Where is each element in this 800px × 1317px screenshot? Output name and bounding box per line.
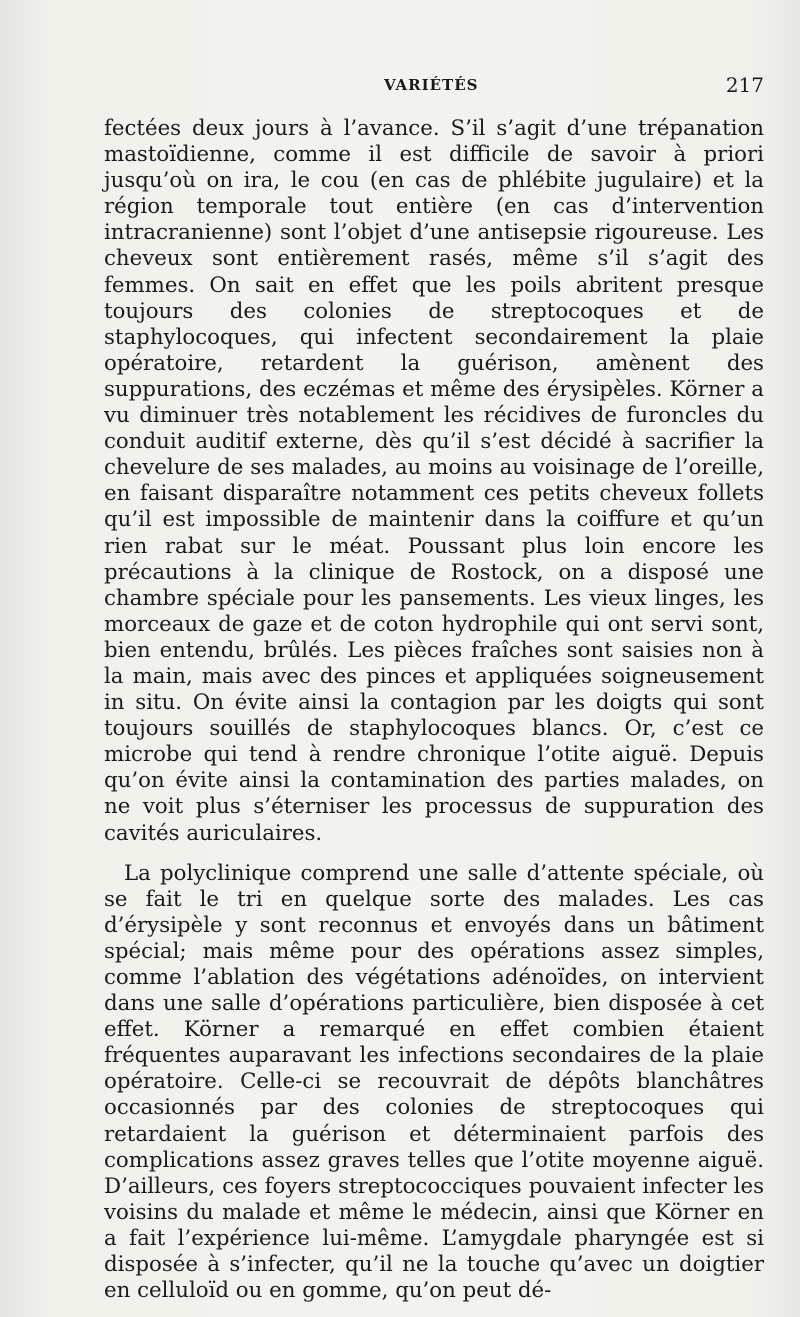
- body-text: [104, 116, 764, 1304]
- paragraph: La polyclinique comprend une salle d’attente spéciale, où se fait le tri en quelque sorte des malades. Les cas d’érysipèle y sont reconnus et envoyés dans un bâtiment spécial; mais même pour des opérations assez simples, comme l’ablation des végétations adénoïdes, on intervient dans une salle d’opérations particulière, bien disposée à cet effet. Körner a remarqué en effet combien étaient fréquentes auparavant les infections secondaires de la plaie opératoire. Celle-ci se recouvrait de dépôts blanchâtres occasionnés par des colonies de streptocoques qui retardaient la guérison et déterminaient parfois des complications assez graves telles que l’otite moyenne aiguë. D’ailleurs, ces foyers streptococciques pouvaient infecter les voisins du malade et même le médecin, ainsi que Körner en a fait l’expérience lui-même. L’amygdale pharyngée est si disposée à s’infecter, qu’il ne la touche qu’avec un doigtier en celluloïd ou en gomme, qu’on peut dé-: [104, 860, 764, 1304]
- page-header: [104, 73, 764, 100]
- running-head: VARIÉTÉS: [384, 76, 479, 94]
- page-number: 217: [725, 73, 764, 97]
- paragraph: fectées deux jours à l’avance. S’il s’agit d’une trépanation mastoïdienne, comme il est difficile de savoir à priori jusqu’où on ira, le cou (en cas de phlébite jugulaire) et la région temporale tout entière (en cas d’intervention intracranienne) sont l’objet d’une antisepsie rigoureuse. Les cheveux sont entièrement rasés, même s’il s’agit des femmes. On sait en effet que les poils abritent presque toujours des colonies de streptocoques et de staphylocoques, qui infectent secondairement la plaie opératoire, retardent la guérison, amènent des suppurations, des eczémas et même des érysipèles. Körner a vu diminuer très notablement les récidives de furoncles du conduit auditif externe, dès qu’il s’est décidé à sacrifier la chevelure de ses malades, au moins au voisinage de l’oreille, en faisant disparaître notamment ces petits cheveux follets qu’il est impossible de maintenir dans la coiffure et qu’un rien rabat sur le méat. Poussant plus loin encore les précautions à la clinique de Rostock, on a disposé une chambre spéciale pour les pansements. Les vieux linges, les morceaux de gaze et de coton hydrophile qui ont servi sont, bien entendu, brûlés. Les pièces fraîches sont saisies non à la main, mais avec des pinces et appliquées soigneusement in situ. On évite ainsi la contagion par les doigts qui sont toujours souillés de staphylocoques blancs. Or, c’est ce microbe qui tend à rendre chronique l’otite aiguë. Depuis qu’on évite ainsi la contamination des parties malades, on ne voit plus s’éterniser les processus de suppuration des cavités auriculaires.: [104, 116, 764, 846]
